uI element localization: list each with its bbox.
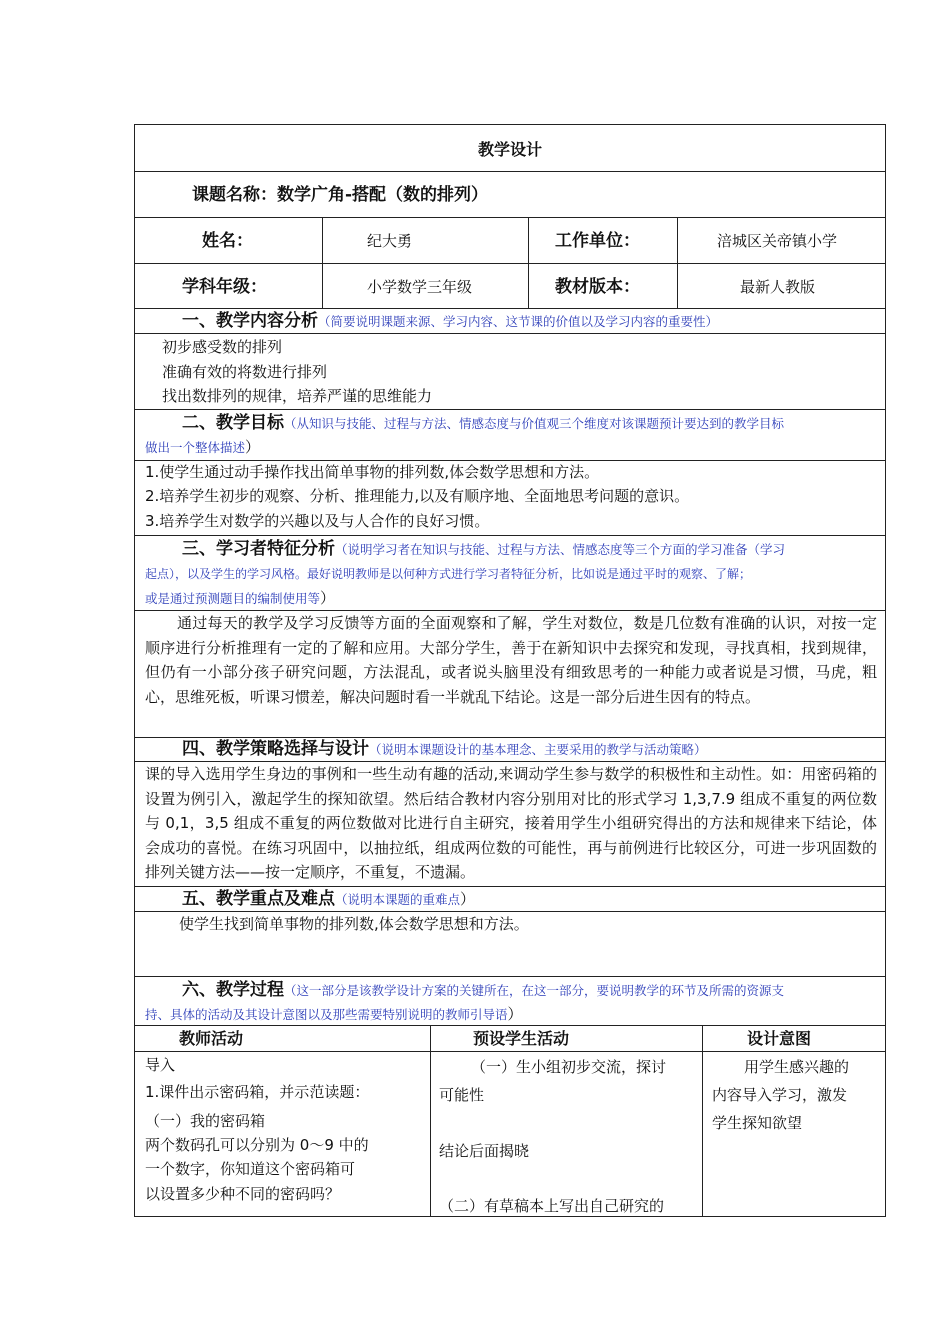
rule xyxy=(135,535,885,536)
section-2-note: 做出一个整体描述 xyxy=(145,440,246,455)
section-1-line: 找出数排列的规律，培养严谨的思维能力 xyxy=(162,387,433,405)
rule xyxy=(135,911,885,912)
section-3-note: （说明学习者在知识与技能、过程与方法、情感态度等三个方面的学习准备（学习 xyxy=(335,542,786,557)
name-value: 纪大勇 xyxy=(367,232,413,250)
process-header-teacher: 教师活动 xyxy=(179,1029,244,1048)
section-2-line: 3.培养学生对数学的兴趣以及与人合作的良好习惯。 xyxy=(145,512,490,530)
rule xyxy=(135,460,885,461)
rule xyxy=(135,886,885,887)
rule xyxy=(135,1051,885,1052)
section-2-note-close: ） xyxy=(245,438,261,456)
section-1-heading xyxy=(182,311,718,332)
section-6-note-cont xyxy=(145,1004,523,1025)
intent-line: 用学生感兴趣的 xyxy=(744,1058,850,1076)
grade-value: 小学数学三年级 xyxy=(367,278,473,296)
section-2-title: 二、教学目标 xyxy=(182,413,284,433)
section-6-heading xyxy=(182,980,784,1001)
teacher-line: （一）我的密码箱 xyxy=(145,1112,266,1130)
section-6-note-close: ） xyxy=(507,1005,523,1023)
section-2-note-cont xyxy=(145,437,260,458)
section-2-heading xyxy=(182,413,784,434)
lesson-plan-table xyxy=(134,124,886,1217)
section-5-note: （说明本课题的重难点 xyxy=(335,892,461,907)
section-3-heading xyxy=(182,539,785,560)
teacher-line: 1.课件出示密码箱，并示范读题： xyxy=(145,1083,370,1101)
student-line: （一）生小组初步交流，探讨 xyxy=(471,1058,667,1076)
section-6-note: （这一部分是该教学设计方案的关键所在，在这一部分，要说明教学的环节及所需的资源支 xyxy=(284,983,785,998)
section-5-body: 使学生找到简单事物的排列数,体会数学思想和方法。 xyxy=(179,915,529,933)
grade-label: 学科年级： xyxy=(182,277,267,297)
unit-label: 工作单位： xyxy=(555,231,640,251)
section-1-line: 初步感受数的排列 xyxy=(162,338,283,356)
rule xyxy=(135,333,885,334)
rule xyxy=(135,737,885,738)
teacher-line: 两个数码孔可以分别为 0～9 中的 xyxy=(145,1136,369,1154)
unit-value: 涪城区关帝镇小学 xyxy=(717,232,838,250)
process-header-student: 预设学生活动 xyxy=(473,1029,570,1048)
section-4-note: （说明本课题设计的基本理念、主要采用的教学与活动策略） xyxy=(369,742,707,757)
course-label: 课题名称： xyxy=(192,185,277,205)
rule xyxy=(135,217,885,218)
section-3-note: 或是通过预测题目的编制使用等 xyxy=(145,591,321,606)
rule xyxy=(135,1025,885,1026)
rule xyxy=(135,409,885,410)
course-value: 数学广角-搭配（数的排列） xyxy=(277,185,489,205)
rule xyxy=(677,217,678,309)
section-1-title: 一、教学内容分析 xyxy=(182,311,318,331)
section-4-title: 四、教学策略选择与设计 xyxy=(182,739,369,759)
section-3-body: 通过每天的教学及学习反馈等方面的全面观察和了解，学生对数位，数是几位数有准确的认识，对按一定顺序进行分析推理有一定的了解和应用。大部分学生，善于在新知识中去探究和发现，寻找真相，找到规律，但仍有一小部分孩子研究问题，方法混乱，或者说头脑里没有细致思考的一种能力或者说是习惯，马虎，粗心，思维死板，听课习惯差，解决问题时看一半就乱下结论。这是一部分后进生因有的特点。 xyxy=(145,614,877,706)
rule xyxy=(135,263,885,264)
section-1-line: 准确有效的将数进行排列 xyxy=(162,363,328,381)
section-5-title: 五、教学重点及难点 xyxy=(182,889,335,909)
student-line: 可能性 xyxy=(439,1086,485,1104)
teacher-line: 以设置多少种不同的密码吗？ xyxy=(145,1185,341,1203)
rule xyxy=(135,976,885,977)
process-header-intent: 设计意图 xyxy=(747,1029,812,1048)
section-6-title: 六、教学过程 xyxy=(182,980,284,1000)
section-3-title: 三、学习者特征分析 xyxy=(182,539,335,559)
section-1-note: （简要说明课题来源、学习内容、这节课的价值以及学习内容的重要性） xyxy=(318,314,719,329)
teacher-line: 一个数字，你知道这个密码箱可 xyxy=(145,1160,356,1178)
name-label: 姓名： xyxy=(202,231,253,251)
course-name-row xyxy=(192,185,488,205)
section-2-line: 2.培养学生初步的观察、分析、推理能力,以及有顺序地、全面地思考问题的意识。 xyxy=(145,487,690,505)
edition-label: 教材版本： xyxy=(555,277,640,297)
rule xyxy=(430,1025,431,1217)
rule xyxy=(322,217,323,309)
section-4-heading xyxy=(182,739,707,760)
student-line: （二）有草稿本上写出自己研究的 xyxy=(439,1197,665,1215)
section-3-note: 起点），以及学生的学习风格。最好说明教师是以何种方式进行学习者特征分析，比如说是通过平时的观察、了解； xyxy=(145,567,752,581)
section-4-body: 课的导入选用学生身边的事例和一些生动有趣的活动,来调动学生参与数学的积极性和主动性。如：用密码箱的设置为例引入，激起学生的探知欲望。然后结合教材内容分别用对比的形式学习 1,3,7.9 组成不重复的两位数与 0,1，3,5 组成不重复的两位数做对比进行自主研究，接着用学生小组研究得出的方法和规律来下结论，体会成功的喜悦。在练习巩固中，以抽拉纸，组成两位数的可能性，再与前例进行比较区分，可进一步巩固数的排列关键方法——按一定顺序，不重复，不遗漏。 xyxy=(145,765,877,882)
section-3-note-cont xyxy=(145,588,335,609)
section-3-note-close: ） xyxy=(320,589,336,607)
intent-line: 学生探知欲望 xyxy=(712,1114,803,1132)
rule xyxy=(702,1025,703,1217)
rule xyxy=(528,217,529,309)
rule xyxy=(135,308,885,309)
rule xyxy=(135,171,885,172)
section-5-note-close: ） xyxy=(460,890,476,908)
edition-value: 最新人教版 xyxy=(740,278,816,296)
document-title: 教学设计 xyxy=(477,140,542,159)
section-5-heading xyxy=(182,889,475,910)
section-2-note: （从知识与技能、过程与方法、情感态度与价值观三个维度对该课题预计要达到的教学目标 xyxy=(284,416,785,431)
intent-line: 内容导入学习，激发 xyxy=(712,1086,848,1104)
student-line: 结论后面揭晓 xyxy=(439,1142,530,1160)
section-2-line: 1.使学生通过动手操作找出简单事物的排列数,体会数学思想和方法。 xyxy=(145,463,600,481)
teacher-line: 导入 xyxy=(145,1056,176,1074)
section-6-note: 持、具体的活动及其设计意图以及那些需要特别说明的教师引导语 xyxy=(145,1007,508,1022)
